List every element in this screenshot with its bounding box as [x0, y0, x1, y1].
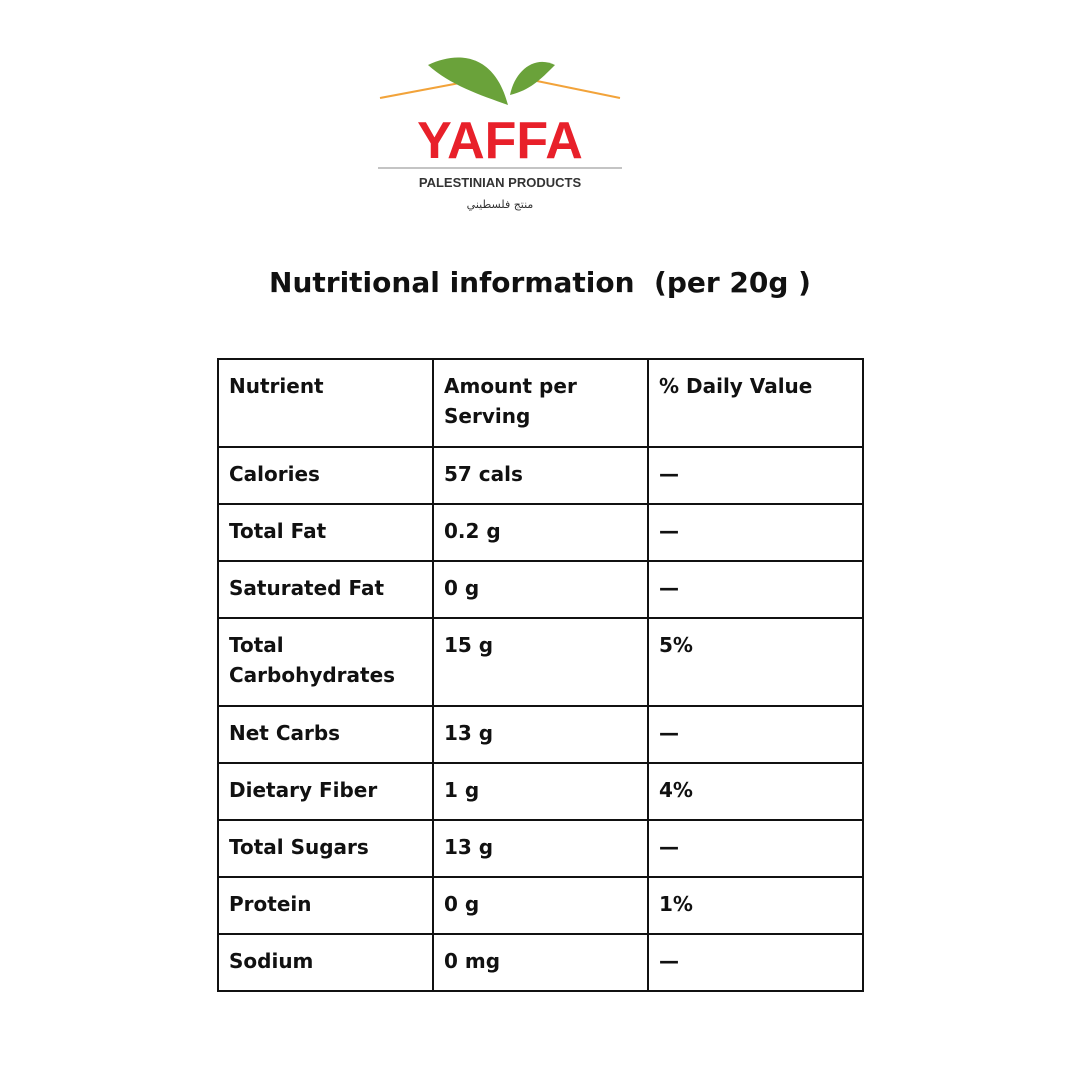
table-row — [218, 504, 863, 561]
amount-cell: 0 g — [433, 877, 648, 934]
amount-cell: 1 g — [433, 763, 648, 820]
header-nutrient: Nutrient — [218, 359, 433, 447]
amount-cell: 57 cals — [433, 447, 648, 504]
logo-tagline: PALESTINIAN PRODUCTS — [418, 175, 582, 190]
table-row — [218, 877, 863, 934]
nutrient-cell: Total Carbohydrates — [218, 618, 433, 706]
daily-value-cell: 4% — [648, 763, 863, 820]
nutrient-cell: Sodium — [218, 934, 433, 991]
leaf-right-icon — [510, 62, 555, 95]
amount-cell: 0 g — [433, 561, 648, 618]
logo-ray-left — [380, 82, 465, 98]
table-row — [218, 763, 863, 820]
table-row — [218, 447, 863, 504]
header-amount: Amount per Serving — [433, 359, 648, 447]
table-row — [218, 561, 863, 618]
logo-arabic: منتج فلسطيني — [466, 198, 534, 211]
table-row — [218, 618, 863, 706]
amount-cell: 13 g — [433, 820, 648, 877]
nutrient-cell: Calories — [218, 447, 433, 504]
nutrient-cell: Total Fat — [218, 504, 433, 561]
leaf-left-icon — [428, 58, 508, 105]
daily-value-cell: 5% — [648, 618, 863, 706]
daily-value-cell: — — [648, 504, 863, 561]
daily-value-cell: — — [648, 934, 863, 991]
amount-cell: 13 g — [433, 706, 648, 763]
table-row — [218, 706, 863, 763]
amount-cell: 15 g — [433, 618, 648, 706]
nutrient-cell: Dietary Fiber — [218, 763, 433, 820]
table-header-row — [218, 359, 863, 447]
nutrition-table — [217, 358, 864, 992]
table-row — [218, 820, 863, 877]
daily-value-cell: — — [648, 447, 863, 504]
logo-ray-right — [532, 80, 620, 98]
yaffa-logo — [370, 40, 630, 220]
amount-cell: 0.2 g — [433, 504, 648, 561]
nutrient-cell: Total Sugars — [218, 820, 433, 877]
nutrient-cell: Protein — [218, 877, 433, 934]
amount-cell: 0 mg — [433, 934, 648, 991]
table-row — [218, 934, 863, 991]
header-daily-value: % Daily Value — [648, 359, 863, 447]
page-title: Nutritional information (per 20g ) — [269, 266, 811, 299]
daily-value-cell: 1% — [648, 877, 863, 934]
nutrient-cell: Saturated Fat — [218, 561, 433, 618]
logo-brand: YAFFA — [417, 112, 583, 170]
daily-value-cell: — — [648, 820, 863, 877]
daily-value-cell: — — [648, 561, 863, 618]
daily-value-cell: — — [648, 706, 863, 763]
nutrient-cell: Net Carbs — [218, 706, 433, 763]
